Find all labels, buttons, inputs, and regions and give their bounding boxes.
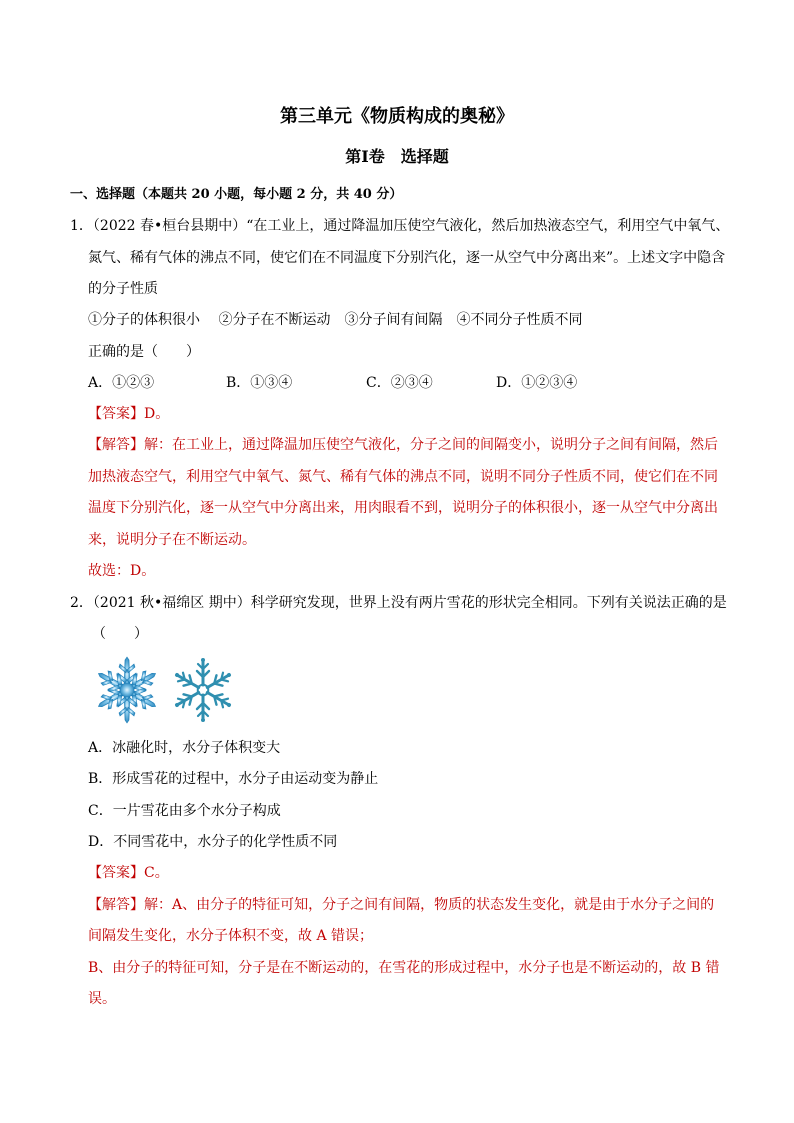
q1-option-d: D．①②③④ xyxy=(496,375,578,391)
q2-option-d: D．不同雪花中，水分子的化学性质不同 xyxy=(88,834,338,850)
q1-line-3: 的分子性质 xyxy=(88,281,158,297)
q1-conclusion: 故选：D。 xyxy=(88,563,156,579)
q1-analysis-2: 加热液态空气，利用空气中氧气、氮气、稀有气体的沸点不同，说明不同分子性质不同，使它们在不同 xyxy=(88,469,718,485)
q1-statements: ①分子的体积很小 ②分子在不断运动 ③分子间有间隔 ④不同分子性质不同 xyxy=(88,312,583,328)
q2-analysis-4: 误。 xyxy=(88,991,116,1007)
q2-line-2: （ ） xyxy=(92,626,148,642)
q1-option-a: A．①②③ xyxy=(88,375,155,391)
q1-analysis-4: 来，说明分子在不断运动。 xyxy=(88,532,256,548)
q2-option-a: A．冰融化时，水分子体积变大 xyxy=(88,740,281,756)
q1-analysis-3: 温度下分别汽化，逐一从空气中分离出来，用肉眼看不到，说明分子的体积很小，逐一从空气中分离出 xyxy=(88,500,718,516)
snowflake-image-2 xyxy=(172,656,234,724)
q2-analysis-1: 【解答】解：A、由分子的特征可知，分子之间有间隔，物质的状态发生变化，就是由于水分子之间的 xyxy=(88,897,715,913)
q1-option-b: B．①③④ xyxy=(226,375,293,391)
document-title: 第三单元《物质构成的奥秘》 xyxy=(280,106,514,127)
q2-analysis-3: B、由分子的特征可知，分子是在不断运动的，在雪花的形成过程中，水分子也是不断运动的，故 B 错 xyxy=(88,960,720,976)
q1-answer: 【答案】D。 xyxy=(88,406,170,422)
q2-answer: 【答案】C。 xyxy=(88,865,169,881)
snowflake-image-1 xyxy=(90,656,164,724)
q2-option-c: C．一片雪花由多个水分子构成 xyxy=(88,803,281,819)
q1-line-2: 氮气、稀有气体的沸点不同，使它们在不同温度下分别汽化，逐一从空气中分离出来”。上述文字中隐含 xyxy=(88,250,726,266)
q1-option-c: C．②③④ xyxy=(366,375,433,391)
q1-prompt: 正确的是（ ） xyxy=(88,344,200,360)
q1-analysis-1: 【解答】解：在工业上，通过降温加压使空气液化，分子之间的间隔变小，说明分子之间有间隔，然后 xyxy=(88,437,718,453)
q1-line-1: 1．（2022 春•桓台县期中）“在工业上，通过降温加压使空气液化，然后加热液态空气，利用空气中氧气、 xyxy=(70,218,730,234)
section-heading: 一、选择题（本题共 20 小题，每小题 2 分，共 40 分） xyxy=(70,187,403,202)
q2-line-1: 2．（2021 秋•福绵区 期中）科学研究发现，世界上没有两片雪花的形状完全相同。下列有关说法正确的是 xyxy=(70,595,727,611)
q2-option-b: B．形成雪花的过程中，水分子由运动变为静止 xyxy=(88,771,379,787)
document-subtitle: 第Ⅰ卷 选择题 xyxy=(345,147,449,166)
q2-analysis-2: 间隔发生变化，水分子体积不变，故 A 错误； xyxy=(88,928,374,944)
